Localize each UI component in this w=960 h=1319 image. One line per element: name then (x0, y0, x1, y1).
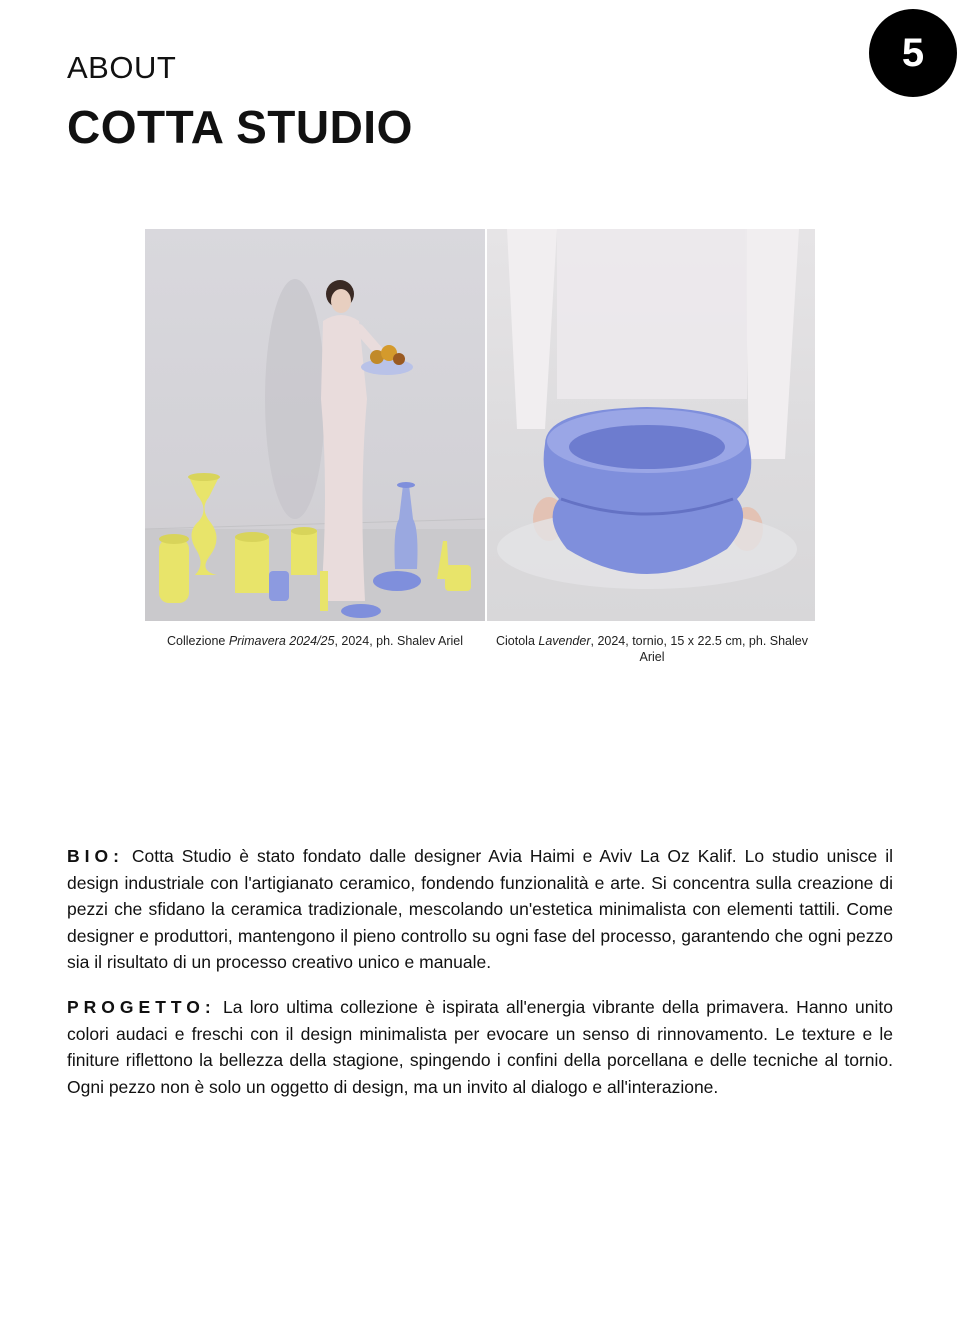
progetto-text: La loro ultima collezione è ispirata all'energia vibrante della primavera. Hanno unito colori audaci e freschi con il design minimalista per evocare un senso di rinnovamento. Le texture e le finiture riflettono la bellezza della stagione, spingendo i confini della porcellana e delle tecniche al tornio. Ogni pezzo non è solo un oggetto di design, ma un invito al dialogo e all'interazione. (67, 997, 893, 1097)
bio-text: Cotta Studio è stato fondato dalle designer Avia Haimi e Aviv La Oz Kalif. Lo studio unisce il design industriale con l'artigianato ceramico, fondendo funzionalità e arte. Si concentra sulla creazione di pezzi che sfidano la ceramica tradizionale, mescolando un'estetica minimalista con elementi tattili. Come designer e produttori, mantengono il pieno controllo su ogni fase del processo, garantendo che ogni pezzo sia il risultato di un processo creativo unico e manuale. (67, 846, 893, 972)
bio-paragraph (67, 843, 893, 976)
section-eyebrow: ABOUT (67, 50, 177, 85)
photo-caption-left (145, 633, 485, 649)
caption-left-prefix: Collezione (166, 634, 229, 648)
collection-photo (145, 229, 485, 621)
page-number-badge (869, 9, 957, 97)
caption-left-suffix: , 2024, ph. Shalev Ariel (334, 634, 464, 648)
photo-caption-right (492, 633, 812, 665)
lavender-bowl-photo (487, 229, 815, 621)
page-number: 5 (901, 30, 925, 75)
caption-right-title: Lavender (538, 634, 591, 648)
caption-right-prefix: Ciotola (495, 634, 539, 648)
progetto-label: PROGETTO: (67, 997, 216, 1017)
caption-right-suffix: , 2024, tornio, 15 x 22.5 cm, ph. Shalev Ariel (590, 634, 808, 664)
caption-left-title: Primavera 2024/25 (228, 634, 335, 648)
bio-label: BIO: (67, 846, 124, 866)
page-title: COTTA STUDIO (67, 101, 413, 153)
progetto-paragraph (67, 994, 893, 1100)
